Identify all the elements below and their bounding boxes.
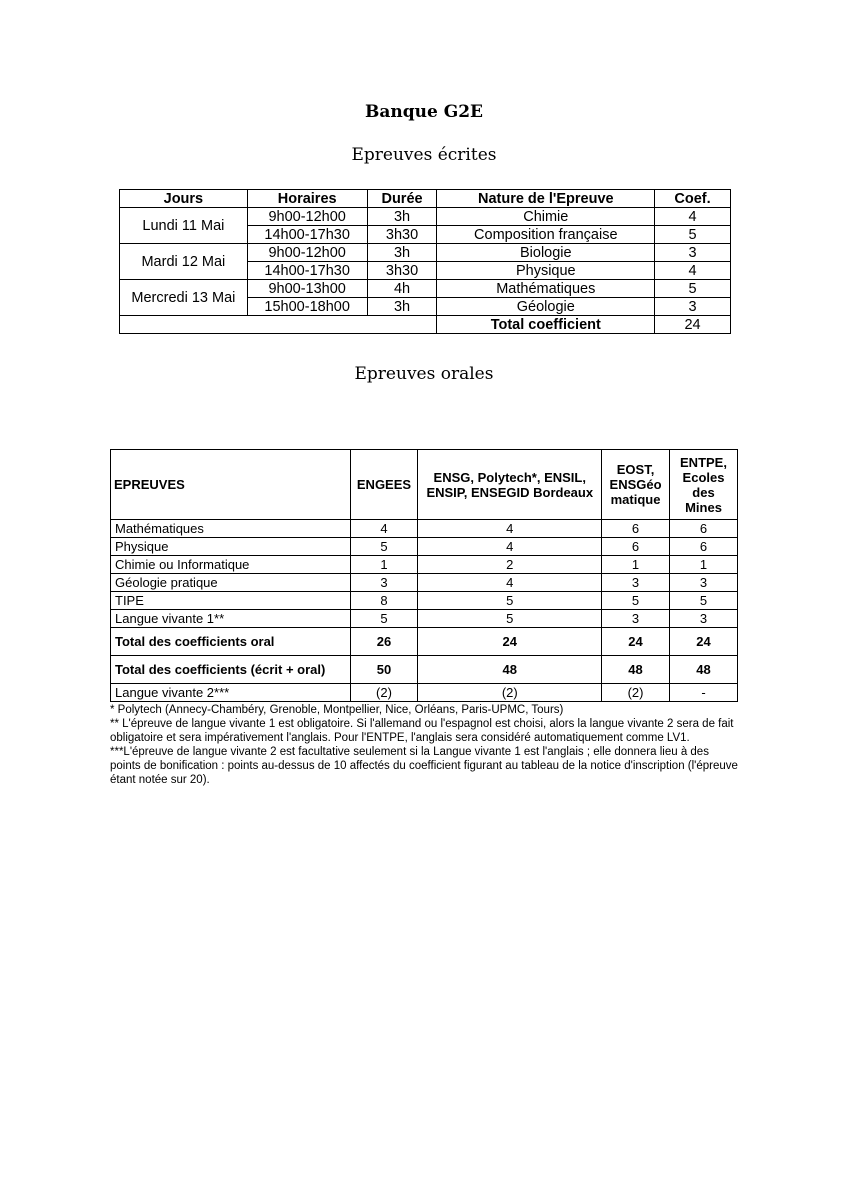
- written-exams-heading: Epreuves écrites: [351, 145, 497, 165]
- coef-value: 4: [350, 520, 418, 538]
- subject-cell: Composition française: [437, 226, 655, 244]
- coef-value: -: [670, 684, 738, 702]
- coef-value: 5: [602, 592, 670, 610]
- footnote: * Polytech (Annecy-Chambéry, Grenoble, Montpellier, Nice, Orléans, Paris-UPMC, Tours): [110, 704, 564, 716]
- coef-value: 5: [670, 592, 738, 610]
- coef-value: 5: [418, 592, 602, 610]
- coef-value: 24: [602, 628, 670, 656]
- coef-cell: 3: [655, 244, 731, 262]
- oral-row: [111, 610, 738, 628]
- coef-value: (2): [418, 684, 602, 702]
- coef-value: 24: [418, 628, 602, 656]
- coef-value: 3: [602, 610, 670, 628]
- time-cell: 9h00-13h00: [247, 280, 367, 298]
- coef-value: 1: [350, 556, 418, 574]
- coef-value: 8: [350, 592, 418, 610]
- header-nature: Nature de l'Epreuve: [437, 190, 655, 208]
- day-cell: Mercredi 13 Mai: [120, 280, 248, 316]
- coef-value: 48: [418, 656, 602, 684]
- oral-row: [111, 520, 738, 538]
- time-cell: 15h00-18h00: [247, 298, 367, 316]
- coef-value: 24: [670, 628, 738, 656]
- footnote: ***L'épreuve de langue vivante 2 est facultative seulement si la Langue vivante 1 est l'anglais ; elle donnera lieu à des points de bonification : points au-dessus de 10 affectés du coefficient figurant au tableau de la notice d'inscription (l'épreuve étant notée sur 20).: [110, 746, 738, 786]
- coef-value: 6: [602, 538, 670, 556]
- footnote: ** L'épreuve de langue vivante 1 est obligatoire. Si l'allemand ou l'espagnol est choisi, alors la langue vivante 2 sera de fait obligatoire et sera impérativement l'anglais. Pour l'ENTPE, l'anglais sera considéré automatiquement comme LV1.: [110, 718, 734, 744]
- footnotes: [110, 703, 742, 787]
- oral-row: [111, 574, 738, 592]
- epreuve-label: Langue vivante 1**: [111, 610, 351, 628]
- duration-cell: 4h: [367, 280, 437, 298]
- oral-header-row: [111, 450, 738, 520]
- coef-value: 3: [350, 574, 418, 592]
- header-jours: Jours: [120, 190, 248, 208]
- time-cell: 14h00-17h30: [247, 226, 367, 244]
- epreuve-label: Géologie pratique: [111, 574, 351, 592]
- coef-value: 3: [670, 610, 738, 628]
- header-entpe: ENTPE, Ecoles des Mines: [670, 450, 738, 520]
- duration-cell: 3h: [367, 244, 437, 262]
- coef-value: 4: [418, 574, 602, 592]
- empty-cell: [120, 316, 437, 334]
- written-exams-table: [119, 189, 731, 334]
- subject-cell: Mathématiques: [437, 280, 655, 298]
- subject-cell: Biologie: [437, 244, 655, 262]
- header-horaires: Horaires: [247, 190, 367, 208]
- written-header-row: [120, 190, 731, 208]
- coef-cell: 4: [655, 262, 731, 280]
- coef-value: 5: [350, 538, 418, 556]
- epreuve-label: Total des coefficients (écrit + oral): [111, 656, 351, 684]
- oral-exams-table: [110, 449, 738, 702]
- coef-value: 5: [350, 610, 418, 628]
- written-total-row: [120, 316, 731, 334]
- oral-row: [111, 628, 738, 656]
- coef-value: 6: [602, 520, 670, 538]
- epreuve-label: Physique: [111, 538, 351, 556]
- coef-value: 4: [418, 538, 602, 556]
- coef-cell: 4: [655, 208, 731, 226]
- oral-row: [111, 556, 738, 574]
- header-epreuves: EPREUVES: [111, 450, 351, 520]
- header-duree: Durée: [367, 190, 437, 208]
- epreuve-label: Total des coefficients oral: [111, 628, 351, 656]
- total-coefficient-label: Total coefficient: [437, 316, 655, 334]
- oral-row: [111, 538, 738, 556]
- coef-cell: 3: [655, 298, 731, 316]
- coef-value: 4: [418, 520, 602, 538]
- coef-value: 1: [670, 556, 738, 574]
- coef-value: (2): [350, 684, 418, 702]
- subject-cell: Chimie: [437, 208, 655, 226]
- epreuve-label: Chimie ou Informatique: [111, 556, 351, 574]
- oral-row: [111, 592, 738, 610]
- coef-value: 48: [670, 656, 738, 684]
- time-cell: 14h00-17h30: [247, 262, 367, 280]
- time-cell: 9h00-12h00: [247, 208, 367, 226]
- coef-value: (2): [602, 684, 670, 702]
- epreuve-label: Mathématiques: [111, 520, 351, 538]
- coef-value: 50: [350, 656, 418, 684]
- coef-value: 2: [418, 556, 602, 574]
- total-coefficient-value: 24: [655, 316, 731, 334]
- coef-value: 5: [418, 610, 602, 628]
- day-cell: Mardi 12 Mai: [120, 244, 248, 280]
- coef-value: 1: [602, 556, 670, 574]
- epreuve-label: Langue vivante 2***: [111, 684, 351, 702]
- written-row: [120, 244, 731, 262]
- oral-exams-heading: Epreuves orales: [354, 364, 494, 384]
- duration-cell: 3h: [367, 298, 437, 316]
- written-row: [120, 208, 731, 226]
- header-ensg-group: ENSG, Polytech*, ENSIL, ENSIP, ENSEGID Bordeaux: [418, 450, 602, 520]
- subject-cell: Géologie: [437, 298, 655, 316]
- coef-value: 26: [350, 628, 418, 656]
- oral-row: [111, 656, 738, 684]
- written-row: [120, 280, 731, 298]
- oral-row: [111, 684, 738, 702]
- duration-cell: 3h30: [367, 262, 437, 280]
- coef-value: 3: [670, 574, 738, 592]
- subject-cell: Physique: [437, 262, 655, 280]
- day-cell: Lundi 11 Mai: [120, 208, 248, 244]
- coef-cell: 5: [655, 280, 731, 298]
- header-eost: EOST, ENSGéo matique: [602, 450, 670, 520]
- coef-cell: 5: [655, 226, 731, 244]
- coef-value: 48: [602, 656, 670, 684]
- time-cell: 9h00-12h00: [247, 244, 367, 262]
- coef-value: 3: [602, 574, 670, 592]
- header-coef: Coef.: [655, 190, 731, 208]
- page-title: Banque G2E: [364, 102, 484, 122]
- duration-cell: 3h30: [367, 226, 437, 244]
- header-engees: ENGEES: [350, 450, 418, 520]
- duration-cell: 3h: [367, 208, 437, 226]
- epreuve-label: TIPE: [111, 592, 351, 610]
- coef-value: 6: [670, 520, 738, 538]
- coef-value: 6: [670, 538, 738, 556]
